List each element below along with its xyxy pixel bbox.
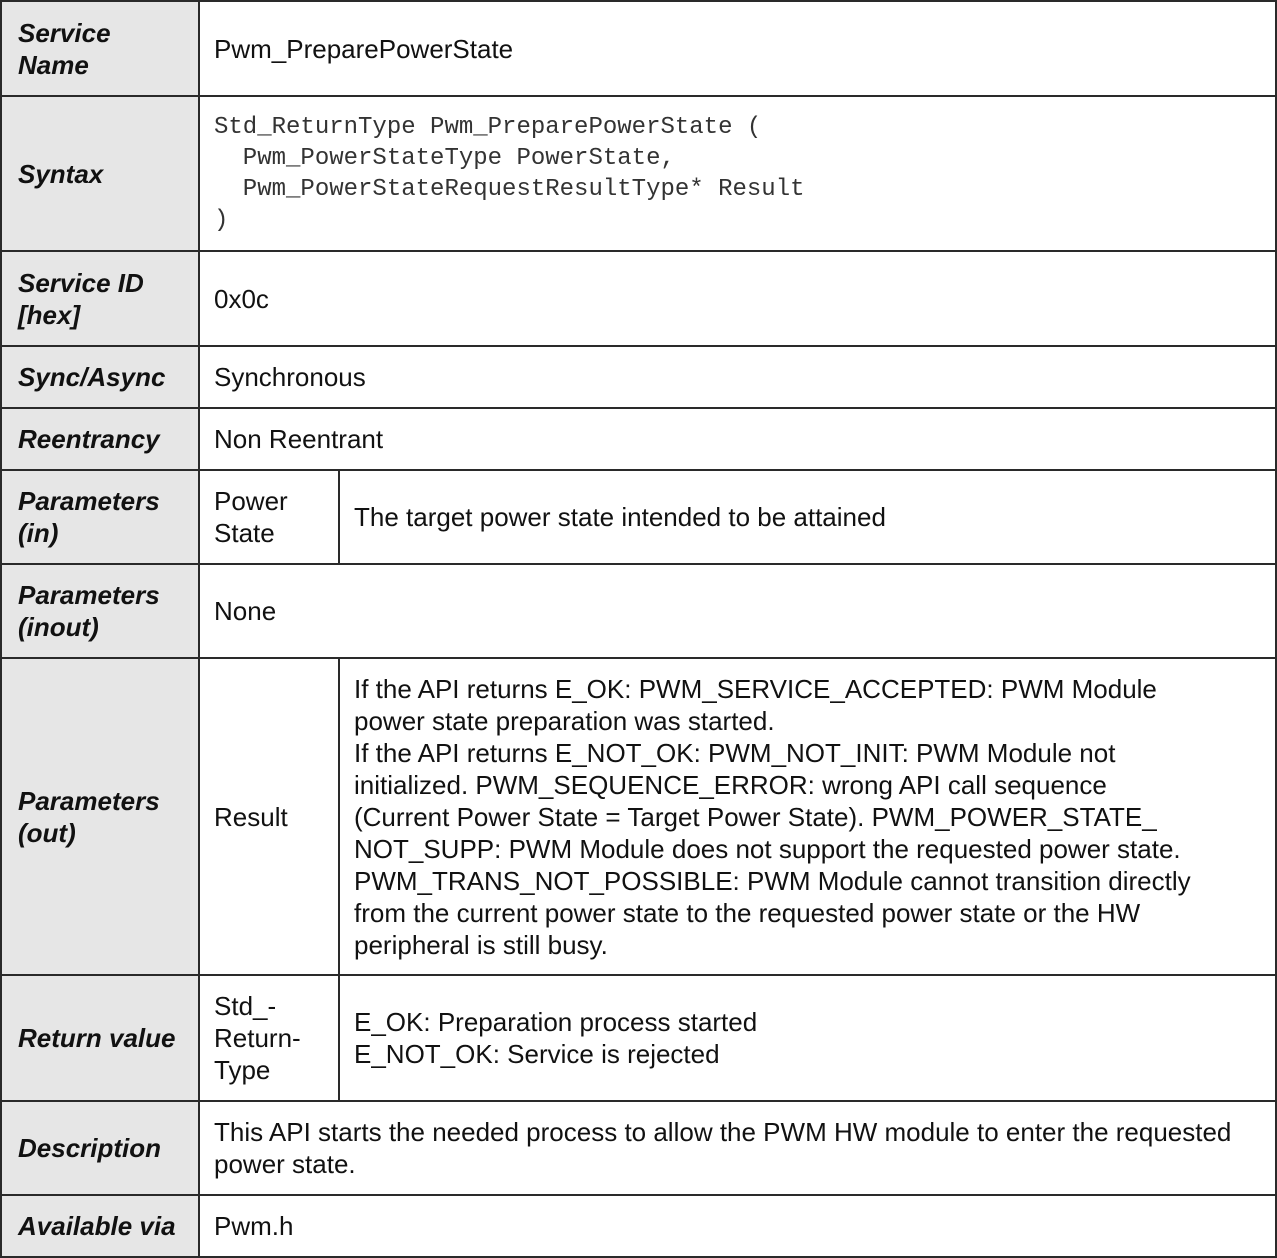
syntax-line: Std_ReturnType Pwm_PreparePowerState ( (214, 113, 762, 141)
sync-async-label: Sync/Async (1, 346, 199, 408)
parameters-inout-label: Parameters (inout) (1, 564, 199, 658)
row-service-id (1, 251, 1276, 346)
sync-async-value: Synchronous (199, 346, 1276, 408)
row-parameters-out (1, 658, 1276, 975)
row-syntax (1, 96, 1276, 251)
parameters-out-name: Result (199, 658, 339, 975)
parameters-out-label: Parameters (out) (1, 658, 199, 975)
reentrancy-label: Reentrancy (1, 408, 199, 470)
syntax-line: Pwm_PowerStateRequestResultType* Result (214, 175, 805, 203)
return-type-line: Return- (214, 1023, 301, 1053)
parameters-in-label: Parameters (in) (1, 470, 199, 564)
row-parameters-in (1, 470, 1276, 564)
description-label: Description (1, 1101, 199, 1195)
available-via-value: Pwm.h (199, 1195, 1276, 1257)
parameters-in-name: Power State (199, 470, 339, 564)
row-sync-async (1, 346, 1276, 408)
parameters-inout-value: None (199, 564, 1276, 658)
row-description (1, 1101, 1276, 1195)
service-id-value: 0x0c (199, 251, 1276, 346)
description-value: This API starts the needed process to allow the PWM HW module to enter the requested power state. (199, 1101, 1276, 1195)
parameters-out-line: power state preparation was started. (354, 705, 775, 736)
syntax-line: Pwm_PowerStateType PowerState, (214, 144, 675, 172)
syntax-line: ) (214, 206, 229, 234)
return-description-line: E_OK: Preparation process started (354, 1007, 758, 1037)
parameters-out-line: PWM_TRANS_NOT_POSSIBLE: PWM Module cannot transition directly (354, 865, 1191, 896)
parameters-out-description (339, 658, 1276, 975)
return-value-label: Return value (1, 975, 199, 1101)
syntax-value (199, 96, 1276, 251)
parameters-out-line: (Current Power State = Target Power State). PWM_POWER_STATE_ (354, 801, 1157, 832)
parameters-out-line: initialized. PWM_SEQUENCE_ERROR: wrong API call sequence (354, 769, 1107, 800)
return-value-type (199, 975, 339, 1101)
return-type-line: Std_- (214, 991, 277, 1021)
return-value-description (339, 975, 1276, 1101)
row-service-name (1, 1, 1276, 96)
return-type-line: Type (214, 1055, 271, 1085)
parameters-out-line: from the current power state to the requested power state or the HW (354, 897, 1141, 928)
parameters-out-line: NOT_SUPP: PWM Module does not support the requested power state. (354, 833, 1181, 864)
row-available-via (1, 1195, 1276, 1257)
return-description-line: E_NOT_OK: Service is rejected (354, 1039, 720, 1069)
available-via-label: Available via (1, 1195, 199, 1257)
row-reentrancy (1, 408, 1276, 470)
service-name-label: Service Name (1, 1, 199, 96)
syntax-label: Syntax (1, 96, 199, 251)
row-parameters-inout (1, 564, 1276, 658)
row-return-value (1, 975, 1276, 1101)
parameters-in-description: The target power state intended to be attained (339, 470, 1276, 564)
parameters-out-line: peripheral is still busy. (354, 929, 608, 960)
reentrancy-value: Non Reentrant (199, 408, 1276, 470)
syntax-code (214, 112, 1261, 236)
parameters-out-line: If the API returns E_NOT_OK: PWM_NOT_INIT: PWM Module not (354, 737, 1116, 768)
parameters-out-line: If the API returns E_OK: PWM_SERVICE_ACCEPTED: PWM Module (354, 673, 1157, 704)
service-name-value: Pwm_PreparePowerState (199, 1, 1276, 96)
service-id-label: Service ID [hex] (1, 251, 199, 346)
